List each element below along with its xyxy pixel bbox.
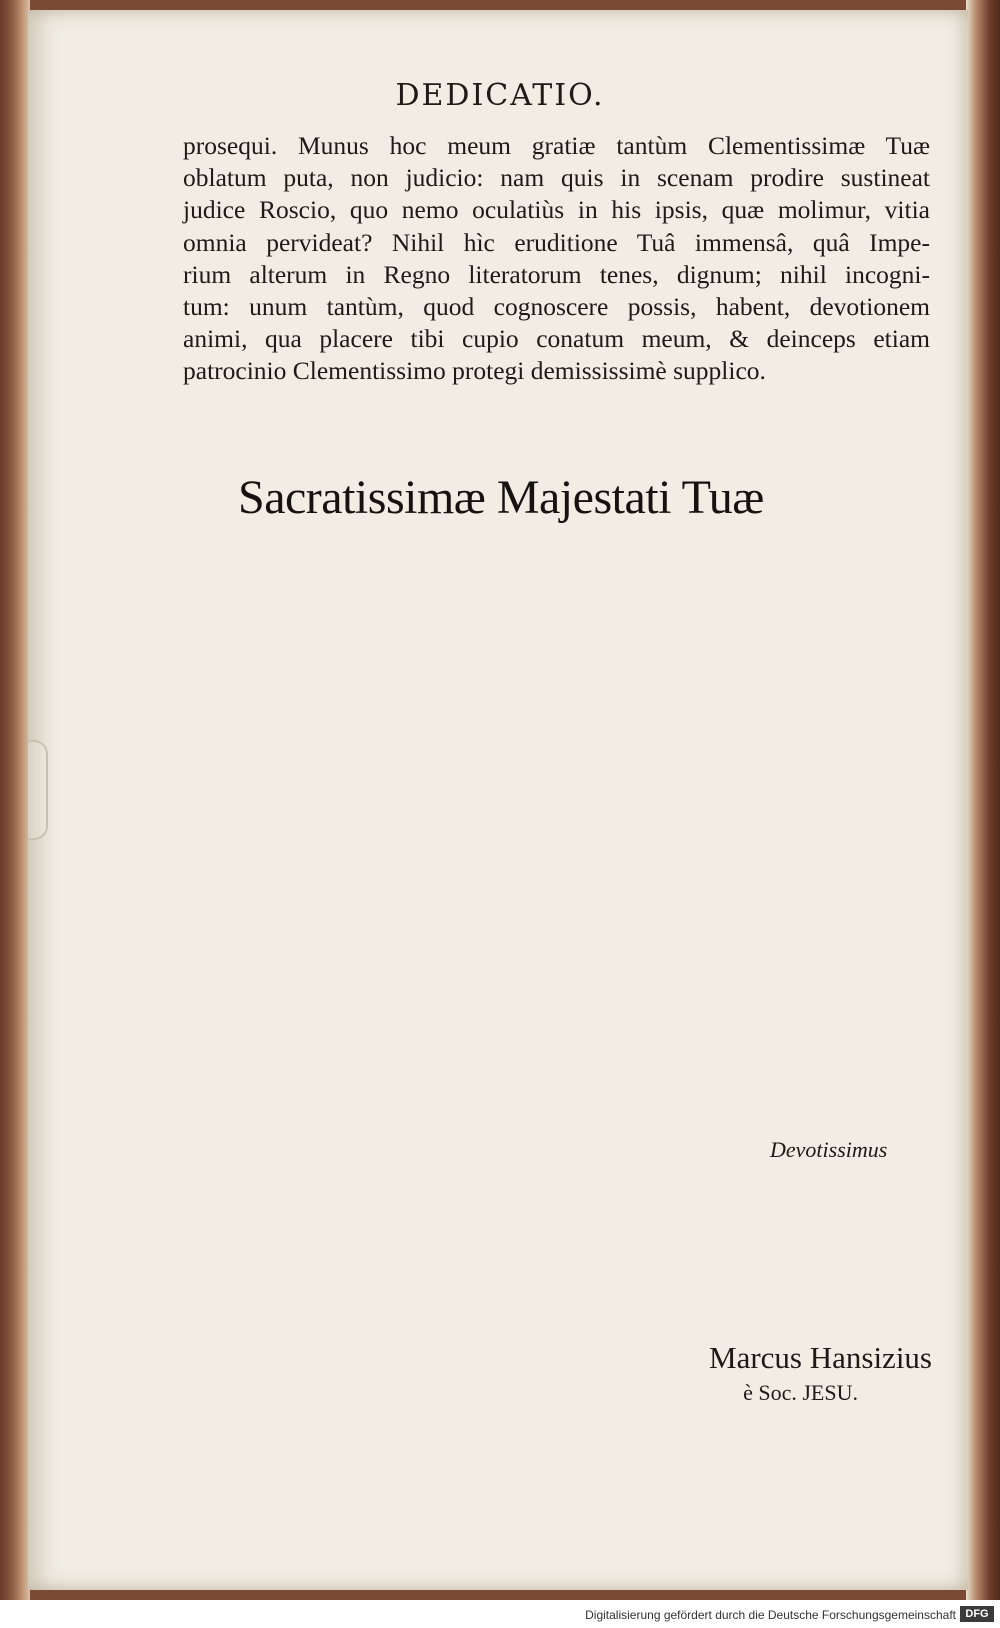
closing-salutation: Devotissimus: [770, 1137, 888, 1162]
body-line: judice Roscio, quo nemo oculatiùs in his ipsis, quæ molimur, vitia: [183, 195, 930, 225]
dedication-body: [183, 130, 930, 388]
dedication-address: Sacratissimæ Majestati Tuæ: [238, 471, 764, 524]
body-line: patrocinio Clementissimo protegi demississimè supplico.: [183, 356, 766, 386]
running-head: DEDICATIO.: [395, 78, 605, 113]
body-line: animi, qua placere tibi cupio conatum meum, & deinceps etiam: [183, 324, 930, 354]
dfg-logo: DFG: [960, 1606, 994, 1622]
body-line: rium alterum in Regno literatorum tenes, dignum; nihil incogni-: [183, 259, 930, 289]
footer-credit: Digitalisierung gefördert durch die Deutsche Forschungsgemeinschaft: [585, 1608, 956, 1622]
book-cover-left: [0, 0, 30, 1600]
signer-name: Marcus Hansizius: [709, 1340, 932, 1375]
body-line: prosequi. Munus hoc meum gratiæ tantùm Clementissimæ Tuæ: [183, 131, 930, 160]
page-tab-marker: [28, 740, 48, 840]
book-cover-right: [966, 0, 1000, 1600]
signer-order: è Soc. JESU.: [743, 1380, 858, 1405]
body-line: omnia pervideat? Nihil hìc eruditione Tuâ immensâ, quâ Impe-: [183, 227, 930, 257]
body-line: oblatum puta, non judicio: nam quis in scenam prodire sustineat: [183, 163, 930, 193]
body-line: tum: unum tantùm, quod cognoscere possis, habent, devotionem: [183, 291, 930, 321]
